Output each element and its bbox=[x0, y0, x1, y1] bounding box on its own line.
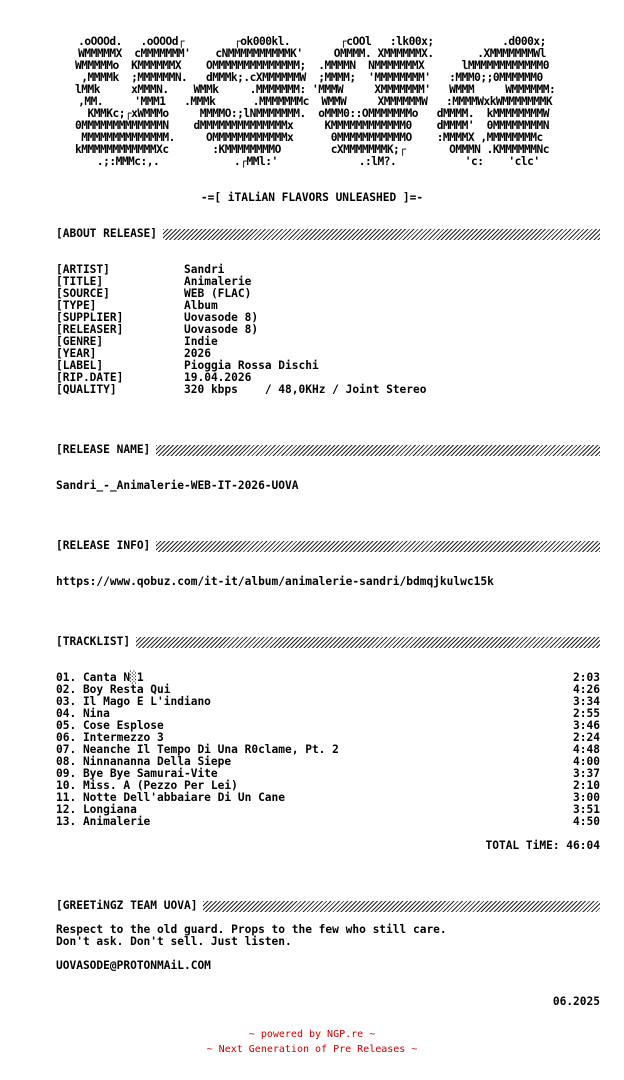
track-time: 3:34 bbox=[573, 695, 600, 708]
greeting-line: Respect to the old guard. Props to the few who still care. bbox=[56, 923, 447, 936]
section-header-tracklist bbox=[56, 636, 600, 648]
total-time: TOTAL TiME: 46:04 bbox=[485, 839, 600, 852]
about-value: Animalerie bbox=[184, 275, 252, 288]
footer-tagline: ~ Next Generation of Pre Releases ~ bbox=[206, 1044, 418, 1055]
section-label: [ABOUT RELEASE] bbox=[56, 227, 158, 240]
logo-line: WMMMMMo KMMMMMMX OMMMMMMMMMMMMMM; .MMMMN NMMMMMMMX lMMMMMMMMMMMM0 bbox=[75, 59, 549, 72]
logo-line: .;:MMMc:,. .┌MMl:' .:lM?. 'c: 'clc' bbox=[84, 155, 540, 168]
about-value: Sandri bbox=[184, 263, 225, 276]
logo-line: MMMMMMMMMMMMMM. OMMMMMMMMMMMMx 0MMMMMMMMMMMO :MMMMX ,MMMMMMMMc bbox=[81, 131, 543, 144]
release-date: 06.2025 bbox=[552, 995, 600, 1008]
logo-line: WMMMMMX cMMMMMMM' cNMMMMMMMMMMK' OMMMM. XMMMMMMX. .XMMMMMMMWl bbox=[78, 47, 546, 60]
logo-line: ,MM. 'MMM1 .MMMk .MMMMMMMc WMMW XMMMMMMW :MMMMWxkWMMMMMMMK bbox=[71, 95, 553, 108]
section-divider bbox=[136, 637, 600, 648]
about-value: Pioggia Rossa Dischi bbox=[184, 359, 319, 372]
tagline: -=[ iTALiAN FLAVORS UNLEASHED ]=- bbox=[200, 191, 424, 204]
track-time: 3:51 bbox=[573, 803, 600, 816]
about-value: 19.04.2026 bbox=[184, 371, 252, 384]
release-name: Sandri_-_Animalerie-WEB-IT-2026-UOVA bbox=[56, 479, 299, 492]
about-key: [RIP.DATE] bbox=[56, 371, 124, 384]
about-row-year bbox=[56, 348, 624, 360]
about-value: Album bbox=[184, 299, 218, 312]
about-key: [ARTIST] bbox=[56, 263, 110, 276]
section-divider bbox=[163, 229, 600, 240]
section-header-release-info bbox=[56, 540, 600, 552]
logo-line: KMMKc;┌xWMMMo MMMMO:;lNMMMMMMM. oMMM0::OMMMMMMMo dMMMM. kMMMMMMMMW bbox=[75, 107, 549, 120]
about-key: [LABEL] bbox=[56, 359, 104, 372]
section-label: [TRACKLIST] bbox=[56, 635, 131, 648]
track-time: 3:46 bbox=[573, 719, 600, 732]
about-row-supplier bbox=[56, 312, 624, 324]
section-divider bbox=[156, 541, 600, 552]
track-title: 11. Notte Dell'abbaiare Di Un Cane bbox=[56, 791, 286, 804]
about-key: [TYPE] bbox=[56, 299, 97, 312]
about-value: Indie bbox=[184, 335, 218, 348]
section-header-about bbox=[56, 228, 600, 240]
track-row bbox=[56, 816, 600, 828]
about-row-quality bbox=[56, 384, 624, 396]
track-title: 08. Ninnananna Della Siepe bbox=[56, 755, 232, 768]
section-label: [RELEASE NAME] bbox=[56, 443, 151, 456]
logo-line: kMMMMMMMMMMMMXc :KMMMMMMMMO cXMMMMMMMK;┌ OMMMN .KMMMMMMNc bbox=[75, 143, 549, 156]
track-time: 4:26 bbox=[573, 683, 600, 696]
track-time: 3:00 bbox=[573, 791, 600, 804]
about-value: Uovasode 8) bbox=[184, 323, 259, 336]
about-key: [RELEASER] bbox=[56, 323, 124, 336]
track-row bbox=[56, 696, 600, 708]
track-time: 2:55 bbox=[573, 707, 600, 720]
track-row bbox=[56, 792, 600, 804]
section-label: [GREETiNGZ TEAM UOVA] bbox=[56, 899, 198, 912]
section-header-release-name bbox=[56, 444, 600, 456]
greeting-line: Don't ask. Don't sell. Just listen. bbox=[56, 935, 292, 948]
section-divider bbox=[156, 445, 600, 456]
track-title: 09. Bye Bye Samurai-Vite bbox=[56, 767, 218, 780]
section-header-greetings bbox=[56, 900, 600, 912]
about-row-artist bbox=[56, 264, 624, 276]
about-key: [SOURCE] bbox=[56, 287, 110, 300]
about-key: [YEAR] bbox=[56, 347, 97, 360]
about-row-type bbox=[56, 300, 624, 312]
logo-line: ,MMMMk ;MMMMMMN. dMMMk;.cXMMMMMMW ;MMMM; 'MMMMMMMM' :MMM0;;0MMMMMM0 bbox=[81, 71, 543, 84]
footer-powered-by[interactable]: ~ powered by NGP.re ~ bbox=[248, 1029, 376, 1040]
track-title: 07. Neanche Il Tempo Di Una R0clame, Pt. 2 bbox=[56, 743, 339, 756]
about-value: 2026 bbox=[184, 347, 211, 360]
about-key: [SUPPLIER] bbox=[56, 311, 124, 324]
track-title: 10. Miss. A (Pezzo Per Lei) bbox=[56, 779, 238, 792]
track-title: 05. Cose Esplose bbox=[56, 719, 164, 732]
track-title: 13. Animalerie bbox=[56, 815, 151, 828]
about-key: [QUALITY] bbox=[56, 383, 117, 396]
about-row-releaser bbox=[56, 324, 624, 336]
release-info-link[interactable]: https://www.qobuz.com/it-it/album/animalerie-sandri/bdmqjkulwc15k bbox=[56, 575, 494, 588]
track-time: 4:50 bbox=[573, 815, 600, 828]
section-label: [RELEASE INFO] bbox=[56, 539, 151, 552]
track-time: 2:10 bbox=[573, 779, 600, 792]
track-title: 06. Intermezzo 3 bbox=[56, 731, 164, 744]
track-time: 3:37 bbox=[573, 767, 600, 780]
section-divider bbox=[203, 901, 600, 912]
track-title: 03. Il Mago E L'indiano bbox=[56, 695, 211, 708]
about-value: Uovasode 8) bbox=[184, 311, 259, 324]
about-row-source bbox=[56, 288, 624, 300]
about-value: WEB (FLAC) bbox=[184, 287, 252, 300]
track-title: 04. Nina bbox=[56, 707, 110, 720]
about-key: [TITLE] bbox=[56, 275, 104, 288]
about-row-title bbox=[56, 276, 624, 288]
about-row-label bbox=[56, 360, 624, 372]
track-time: 2:24 bbox=[573, 731, 600, 744]
track-title: 12. Longiana bbox=[56, 803, 137, 816]
track-title: 02. Boy Resta Qui bbox=[56, 683, 171, 696]
about-key: [GENRE] bbox=[56, 335, 104, 348]
contact-email[interactable]: UOVASODE@PROTONMAiL.COM bbox=[56, 959, 211, 972]
logo-line: 0MMMMMMMMMMMMMN dMMMMMMMMMMMMMMx KMMMMMMMMMMMM0 dMMMM' 0MMMMMMMMN bbox=[75, 119, 549, 132]
about-value: 320 kbps / 48,0KHz / Joint Stereo bbox=[184, 383, 427, 396]
track-time: 4:48 bbox=[573, 743, 600, 756]
logo-line: lMMk xMMMN. WMMk .MMMMMMM: 'MMMW XMMMMMMM' WMMM WMMMMMM: bbox=[68, 83, 556, 96]
about-row-genre bbox=[56, 336, 624, 348]
track-title: 01. Canta N░1 bbox=[56, 671, 144, 684]
logo-line: .oOOOd. .oOOOd┌ ┌ok000kl. ┌cOOl :lk00x; .d000x; bbox=[78, 35, 546, 48]
track-time: 4:00 bbox=[573, 755, 600, 768]
track-time: 2:03 bbox=[573, 671, 600, 684]
